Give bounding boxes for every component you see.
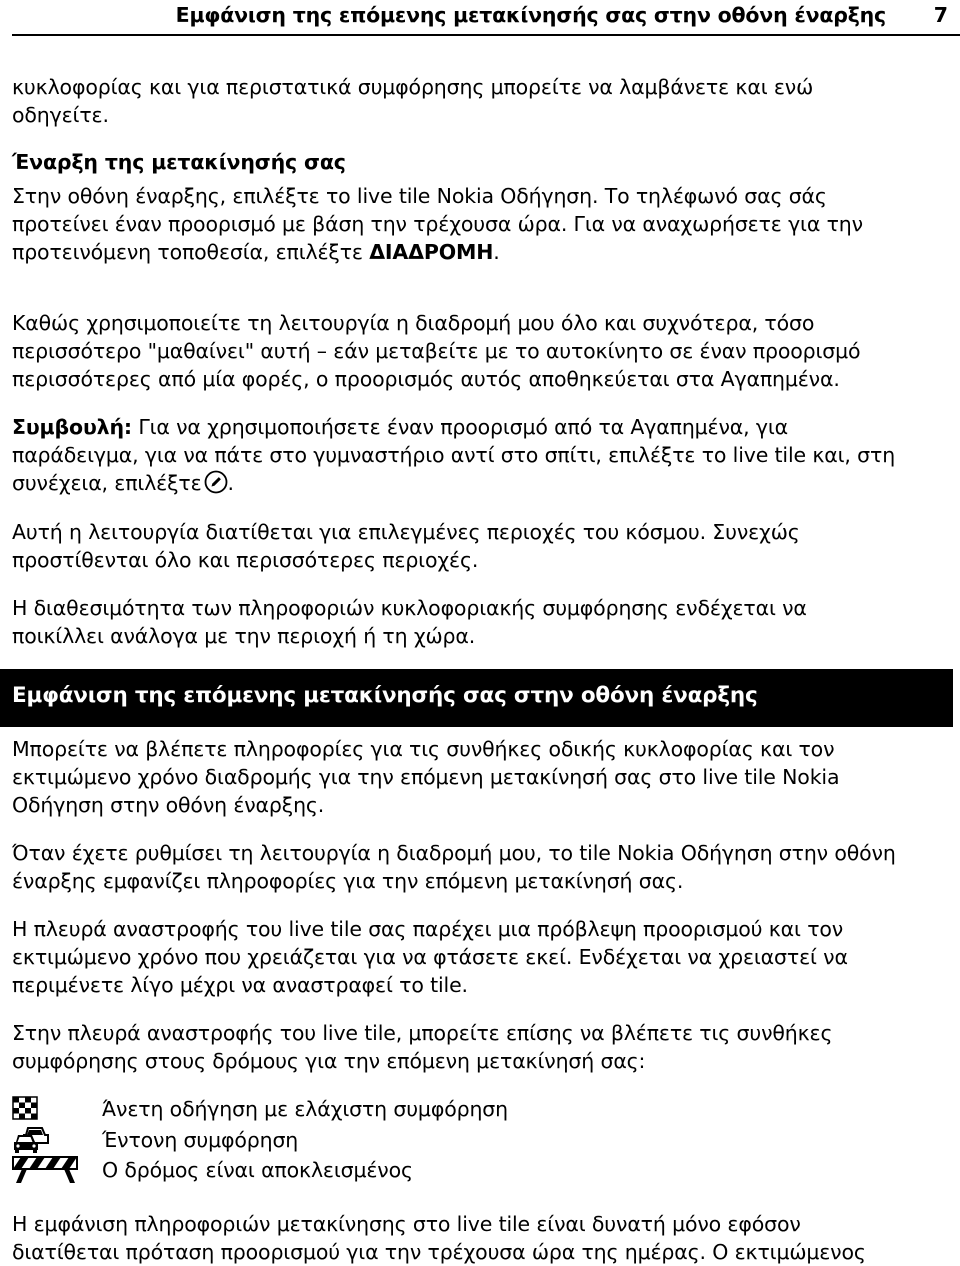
page-header	[12, 0, 960, 36]
s2-p3-line-2: εκτιμώμενο χρόνο που χρειάζεται για να φτάσετε εκεί. Ενδέχεται να χρειαστεί να	[12, 945, 848, 969]
s2-p2-line-2: έναρξης εμφανίζει πληροφορίες για την επόμενη μετακίνησή σας.	[12, 869, 684, 893]
s2-p3-line-1: Η πλευρά αναστροφής του live tile σας παρέχει μια πρόβλεψη προορισμού και τον	[12, 917, 844, 941]
legend-label-heavy-traffic: Έντονη συμφόρηση	[102, 1128, 299, 1152]
start-line-2: προτείνει έναν προορισμό με βάση την τρέχουσα ώρα. Για να αναχωρήσετε για την	[12, 212, 863, 236]
running-header-title: Εμφάνιση της επόμενης μετακίνησής σας στην οθόνη έναρξης	[175, 3, 886, 27]
section-heading-bar	[0, 669, 953, 727]
tip-line-2: παράδειγμα, για να πάτε στο γυμναστήριο αντί στο σπίτι, επιλέξτε το live tile και, στη	[12, 443, 896, 467]
road-barrier-icon	[12, 1154, 78, 1188]
start-line-3-end: .	[493, 240, 500, 264]
s2-p1-line-3: Οδήγηση στην οθόνη έναρξης.	[12, 793, 325, 817]
traffic-cars-icon	[12, 1124, 52, 1158]
intro-line-1: κυκλοφορίας και για περιστατικά συμφόρησης μπορείτε να λαμβάνετε και ενώ	[12, 75, 814, 99]
s2-p1-line-2: εκτιμώμενο χρόνο διαδρομής για την επόμενη μετακίνησή σας στο live tile Nokia	[12, 765, 840, 789]
s2-p5-line-1: Η εμφάνιση πληροφοριών μετακίνησης στο live tile είναι δυνατή μόνο εφόσον	[12, 1212, 801, 1236]
legend-label-light-traffic: Άνετη οδήγηση με ελάχιστη συμφόρηση	[102, 1097, 508, 1121]
legend-label-road-closed: Ο δρόμος είναι αποκλεισμένος	[102, 1158, 413, 1182]
tip-line-3-text: συνέχεια, επιλέξτε	[12, 471, 202, 495]
start-line-3	[12, 238, 500, 266]
learning-line-1: Καθώς χρησιμοποιείτε τη λειτουργία η διαδρομή μου όλο και συχνότερα, τόσο	[12, 311, 815, 335]
traffic-info-line-2: ποικίλλει ανάλογα με την περιοχή ή τη χώρα.	[12, 624, 476, 648]
start-section-heading: Έναρξη της μετακίνησής σας	[12, 150, 346, 174]
tip-line-1	[12, 413, 788, 441]
tip-line-1-text: Για να χρησιμοποιήσετε έναν προορισμό από τα Αγαπημένα, για	[131, 415, 789, 439]
section-heading: Εμφάνιση της επόμενης μετακίνησής σας στην οθόνη έναρξης	[12, 683, 758, 708]
tip-label: Συμβουλή:	[12, 415, 132, 439]
availability-line-2: προστίθενται όλο και περισσότερες περιοχές.	[12, 548, 479, 572]
learning-line-2: περισσότερο "μαθαίνει" αυτή – εάν μεταβείτε με το αυτοκίνητο σε έναν προορισμό	[12, 339, 861, 363]
intro-line-2: οδηγείτε.	[12, 103, 109, 127]
s2-p1-line-1: Μπορείτε να βλέπετε πληροφορίες για τις συνθήκες οδικής κυκλοφορίας και τον	[12, 737, 835, 761]
tip-line-3	[12, 469, 234, 501]
edit-pencil-icon	[204, 470, 228, 501]
page-number: 7	[933, 3, 948, 27]
s2-p5-line-2: διατίθεται πρόταση προορισμού για την τρέχουσα ώρα της ημέρας. Ο εκτιμώμενος	[12, 1240, 866, 1264]
start-line-1: Στην οθόνη έναρξης, επιλέξτε το live tile Nokia Οδήγηση. Το τηλέφωνό σας σάς	[12, 184, 827, 208]
learning-line-3: περισσότερες από μία φορές, ο προορισμός αυτός αποθηκεύεται στα Αγαπημένα.	[12, 367, 840, 391]
s2-p4-line-2: συμφόρησης στους δρόμους για την επόμενη μετακίνησή σας:	[12, 1049, 646, 1073]
start-line-3-text: προτεινόμενη τοποθεσία, επιλέξτε	[12, 240, 370, 264]
traffic-info-line-1: Η διαθεσιμότητα των πληροφοριών κυκλοφοριακής συμφόρησης ενδέχεται να	[12, 596, 807, 620]
route-label: ΔΙΑΔΡΟΜΗ	[369, 240, 494, 264]
checkered-flag-icon	[12, 1096, 38, 1124]
s2-p4-line-1: Στην πλευρά αναστροφής του live tile, μπορείτε επίσης να βλέπετε τις συνθήκες	[12, 1021, 833, 1045]
availability-line-1: Αυτή η λειτουργία διατίθεται για επιλεγμένες περιοχές του κόσμου. Συνεχώς	[12, 520, 800, 544]
s2-p3-line-3: περιμένετε λίγο μέχρι να αναστραφεί το tile.	[12, 973, 468, 997]
s2-p2-line-1: Όταν έχετε ρυθμίσει τη λειτουργία η διαδρομή μου, το tile Nokia Οδήγηση στην οθόνη	[12, 841, 896, 865]
tip-line-3-end: .	[227, 471, 234, 495]
